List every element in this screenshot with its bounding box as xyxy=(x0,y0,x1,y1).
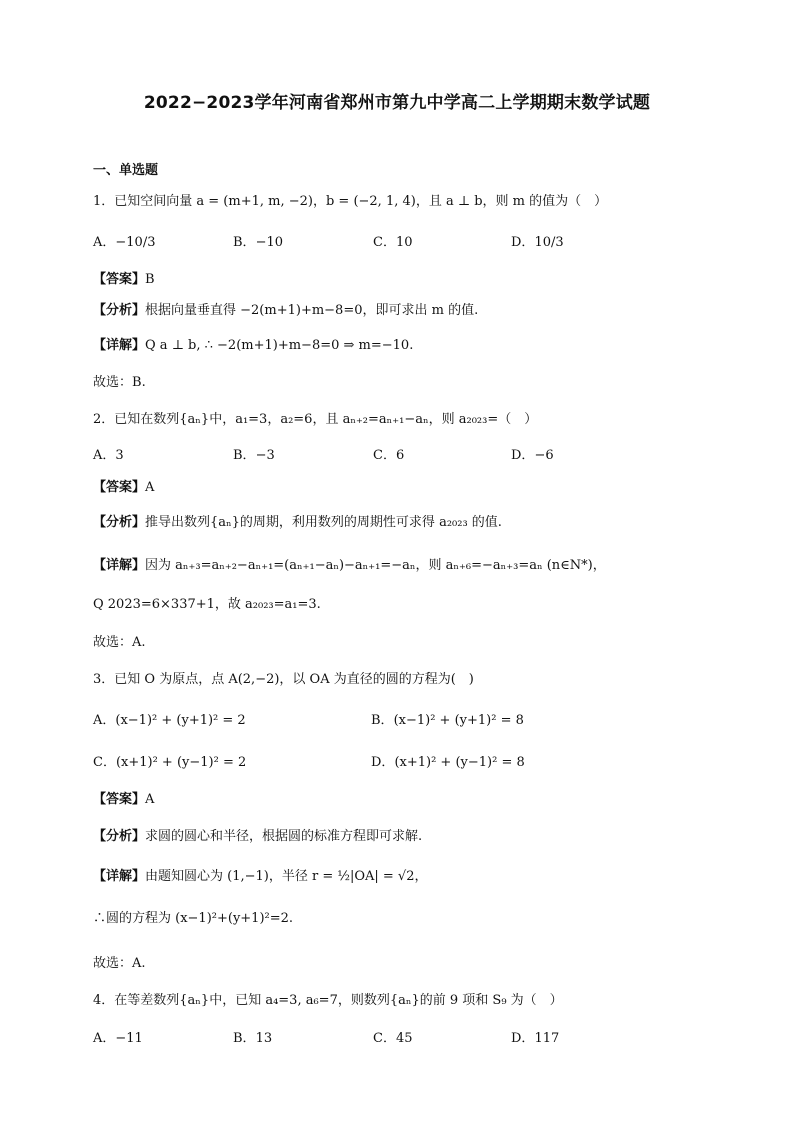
q3-detail-continued: ∴圆的方程为 (x−1)²+(y+1)²=2. xyxy=(93,911,294,926)
q4-stem: 4．在等差数列{aₙ}中，已知 a₄=3, a₆=7，则数列{aₙ}的前 9 项和 S₉ 为（ ） xyxy=(93,993,563,1008)
q4-option-b: B．13 xyxy=(233,1031,273,1046)
q2-option-d: D．−6 xyxy=(511,448,554,463)
q2-answer: 【答案】A xyxy=(93,480,155,495)
q2-detail: 【详解】因为 aₙ₊₃=aₙ₊₂−aₙ₊₁=(aₙ₊₁−aₙ)−aₙ₊₁=−aₙ，则 aₙ₊₆=−aₙ₊₃=aₙ (n∈N*)， xyxy=(93,558,606,573)
q1-option-a: A．−10/3 xyxy=(93,235,156,250)
q3-option-b: B．(x−1)² + (y+1)² = 8 xyxy=(371,713,524,728)
q3-option-d: D．(x+1)² + (y−1)² = 8 xyxy=(371,755,525,770)
q2-option-c: C．6 xyxy=(373,448,405,463)
q3-option-c: C．(x+1)² + (y−1)² = 2 xyxy=(93,755,247,770)
q1-choose: 故选：B. xyxy=(93,375,146,390)
q2-analysis: 【分析】推导出数列{aₙ}的周期，利用数列的周期性可求得 a₂₀₂₃ 的值. xyxy=(93,515,502,530)
q1-answer: 【答案】B xyxy=(93,272,155,287)
q1-stem: 1．已知空间向量 a = (m+1, m, −2)，b = (−2, 1, 4)，且 a ⊥ b，则 m 的值为（ ） xyxy=(93,194,608,209)
q3-stem: 3．已知 O 为原点，点 A(2,−2)，以 OA 为直径的圆的方程为( ) xyxy=(93,672,474,687)
q1-option-c: C．10 xyxy=(373,235,413,250)
q2-option-a: A．3 xyxy=(93,448,124,463)
q3-detail: 【详解】由题知圆心为 (1,−1)，半径 r = ½|OA| = √2， xyxy=(93,869,428,884)
section-heading: 一、单选题 xyxy=(93,163,159,178)
q4-option-a: A．−11 xyxy=(93,1031,143,1046)
q4-option-c: C．45 xyxy=(373,1031,413,1046)
q1-analysis: 【分析】根据向量垂直得 −2(m+1)+m−8=0，即可求出 m 的值. xyxy=(93,303,479,318)
q1-detail: 【详解】Q a ⊥ b, ∴ −2(m+1)+m−8=0 ⇒ m=−10. xyxy=(93,338,414,353)
q3-answer: 【答案】A xyxy=(93,792,155,807)
q2-detail-continued: Q 2023=6×337+1，故 a₂₀₂₃=a₁=3. xyxy=(93,597,321,612)
q3-analysis: 【分析】求圆的圆心和半径，根据圆的标准方程即可求解. xyxy=(93,829,423,844)
page-title: 2022−2023学年河南省郑州市第九中学高二上学期期末数学试题 xyxy=(143,93,651,113)
q4-option-d: D．117 xyxy=(511,1031,560,1046)
q3-choose: 故选：A. xyxy=(93,956,146,971)
q1-option-d: D．10/3 xyxy=(511,235,564,250)
q3-option-a: A．(x−1)² + (y+1)² = 2 xyxy=(93,713,246,728)
q1-option-b: B．−10 xyxy=(233,235,283,250)
q2-choose: 故选：A. xyxy=(93,635,146,650)
q2-option-b: B．−3 xyxy=(233,448,275,463)
q2-stem: 2．已知在数列{aₙ}中，a₁=3，a₂=6，且 aₙ₊₂=aₙ₊₁−aₙ，则 a₂₀₂₃=（ ） xyxy=(93,412,538,427)
